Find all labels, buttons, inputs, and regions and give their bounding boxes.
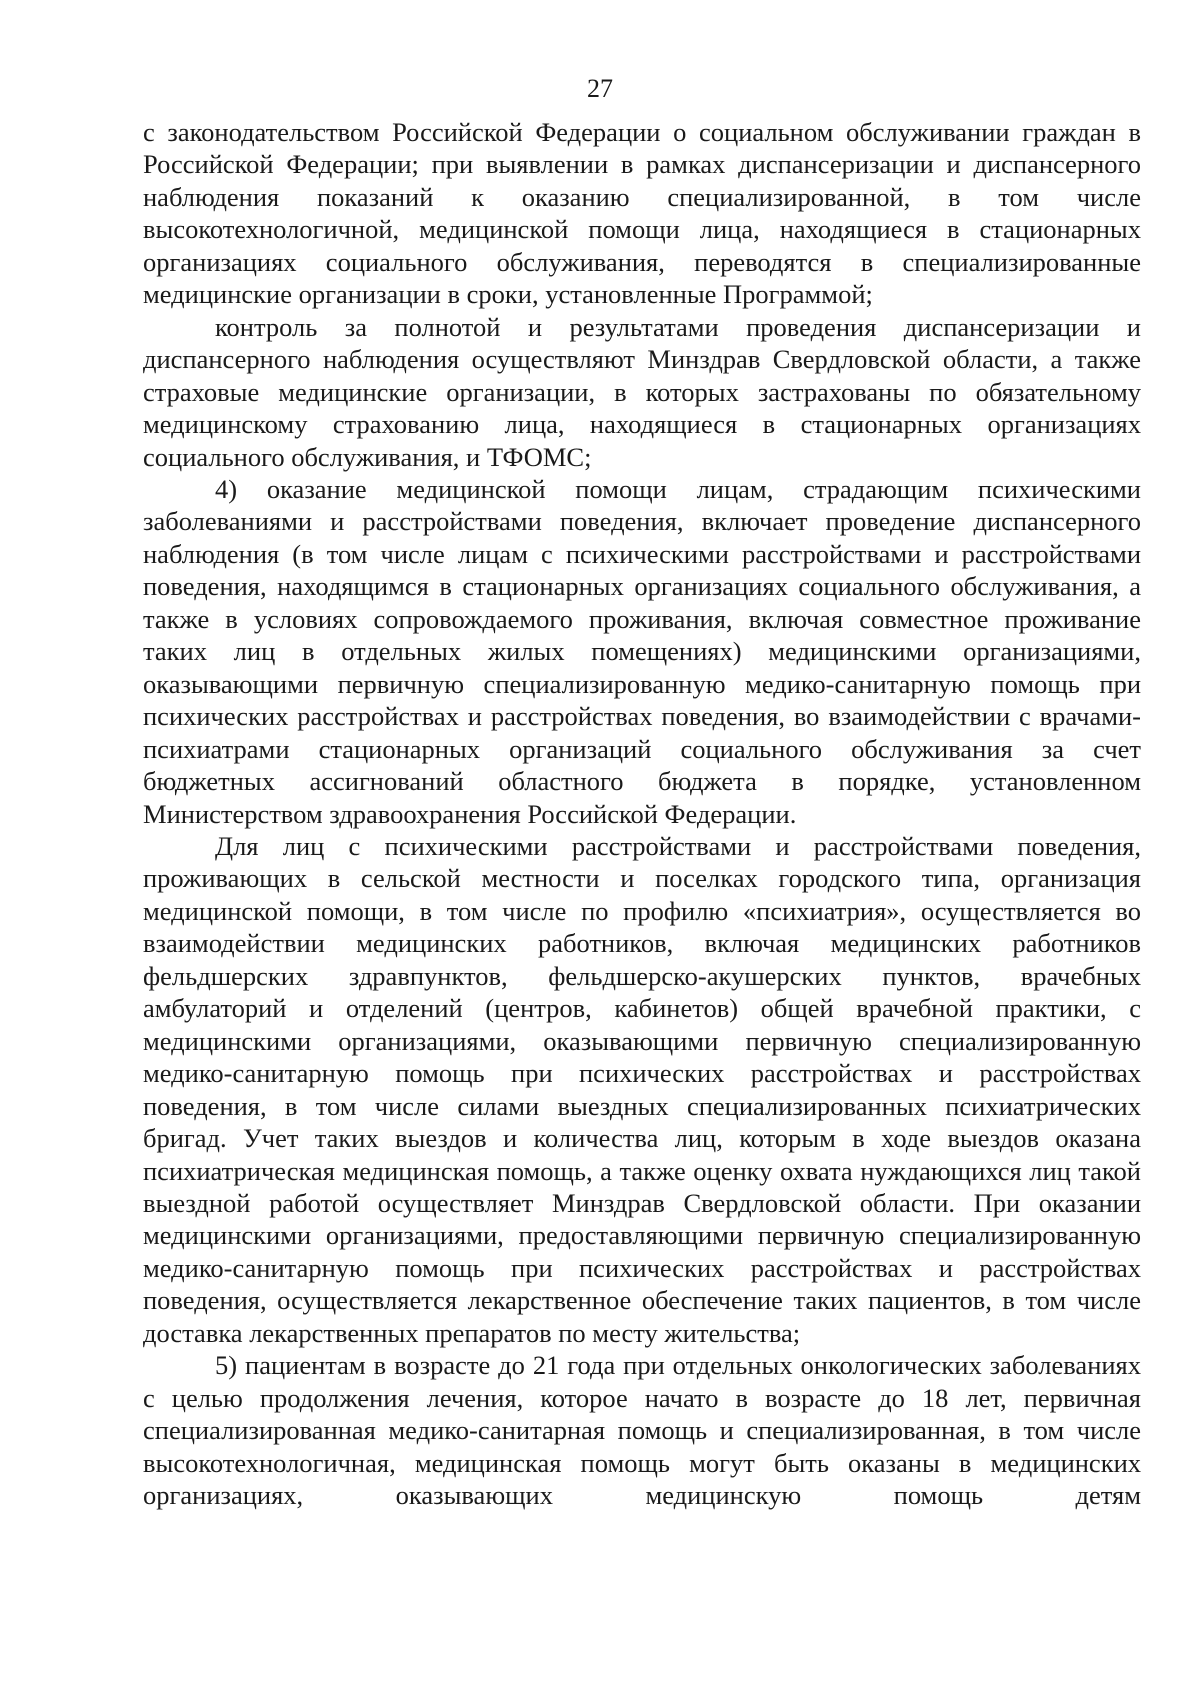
paragraph-social-services-continuation: с законодательством Российской Федерации о социальном обслуживании граждан в Российской Федерации; при выявлении в рамках диспансеризации и диспансерного наблюдения показаний к оказанию специализированной, в том числе высокотехнологичной, медицинской помощи лица, находящиеся в стационарных организациях социального обслуживания, переводятся в специализированные медицинские организации в сроки, установленные Программой;: [143, 117, 1141, 310]
paragraph-item-4-mental-health-care: 4) оказание медицинской помощи лицам, страдающим психическими заболеваниями и расстройствами поведения, включает проведение диспансерного наблюдения (в том числе лицам с психическими расстройствами и расстройствами поведения, находящимся в стационарных организациях социального обслуживания, а также в условиях сопровождаемого проживания, включая совместное проживание таких лиц в отдельных жилых помещениях) медицинскими организациями, оказывающими первичную специализированную медико-санитарную помощь при психических расстройствах и расстройствах поведения, во взаимодействии с врачами-психиатрами стационарных организаций социального обслуживания за счет бюджетных ассигнований областного бюджета в порядке, установленном Министерством здравоохранения Российской Федерации.: [143, 473, 1141, 829]
paragraph-control-of-dispensarization: контроль за полнотой и результатами проведения диспансеризации и диспансерного наблюдения осуществляют Минздрав Свердловской области, а также страховые медицинские организации, в которых застрахованы по обязательному медицинскому страхованию лица, находящиеся в стационарных организациях социального обслуживания, и ТФОМС;: [143, 311, 1141, 472]
document-body: [143, 116, 1141, 1511]
paragraph-rural-psychiatric-care: Для лиц с психическими расстройствами и расстройствами поведения, проживающих в сельской местности и поселках городского типа, организация медицинской помощи, в том числе по профилю «психиатрия», осуществляется во взаимодействии медицинских работников, включая медицинских работников фельдшерских здравпунктов, фельдшерско-акушерских пунктов, врачебных амбулаторий и отделений (центров, кабинетов) общей врачебной практики, с медицинскими организациями, оказывающими первичную специализированную медико-санитарную помощь при психических расстройствах и расстройствах поведения, в том числе силами выездных специализированных психиатрических бригад. Учет таких выездов и количества лиц, которым в ходе выездов оказана психиатрическая медицинская помощь, а также оценку охвата нуждающихся лиц такой выездной работой осуществляет Минздрав Свердловской области. При оказании медицинскими организациями, предоставляющими первичную специализированную медико-санитарную помощь при психических расстройствах и расстройствах поведения, осуществляется лекарственное обеспечение таких пациентов, в том числе доставка лекарственных препаратов по месту жительства;: [143, 830, 1141, 1348]
page-number: 27: [587, 74, 613, 103]
paragraph-item-5-oncology-under-21: 5) пациентам в возрасте до 21 года при отдельных онкологических заболеваниях с целью продолжения лечения, которое начато в возрасте до 18 лет, первичная специализированная медико-санитарная помощь и специализированная, в том числе высокотехнологичная, медицинская помощь могут быть оказаны в медицинских организациях, оказывающих медицинскую помощь детям: [143, 1350, 1141, 1511]
